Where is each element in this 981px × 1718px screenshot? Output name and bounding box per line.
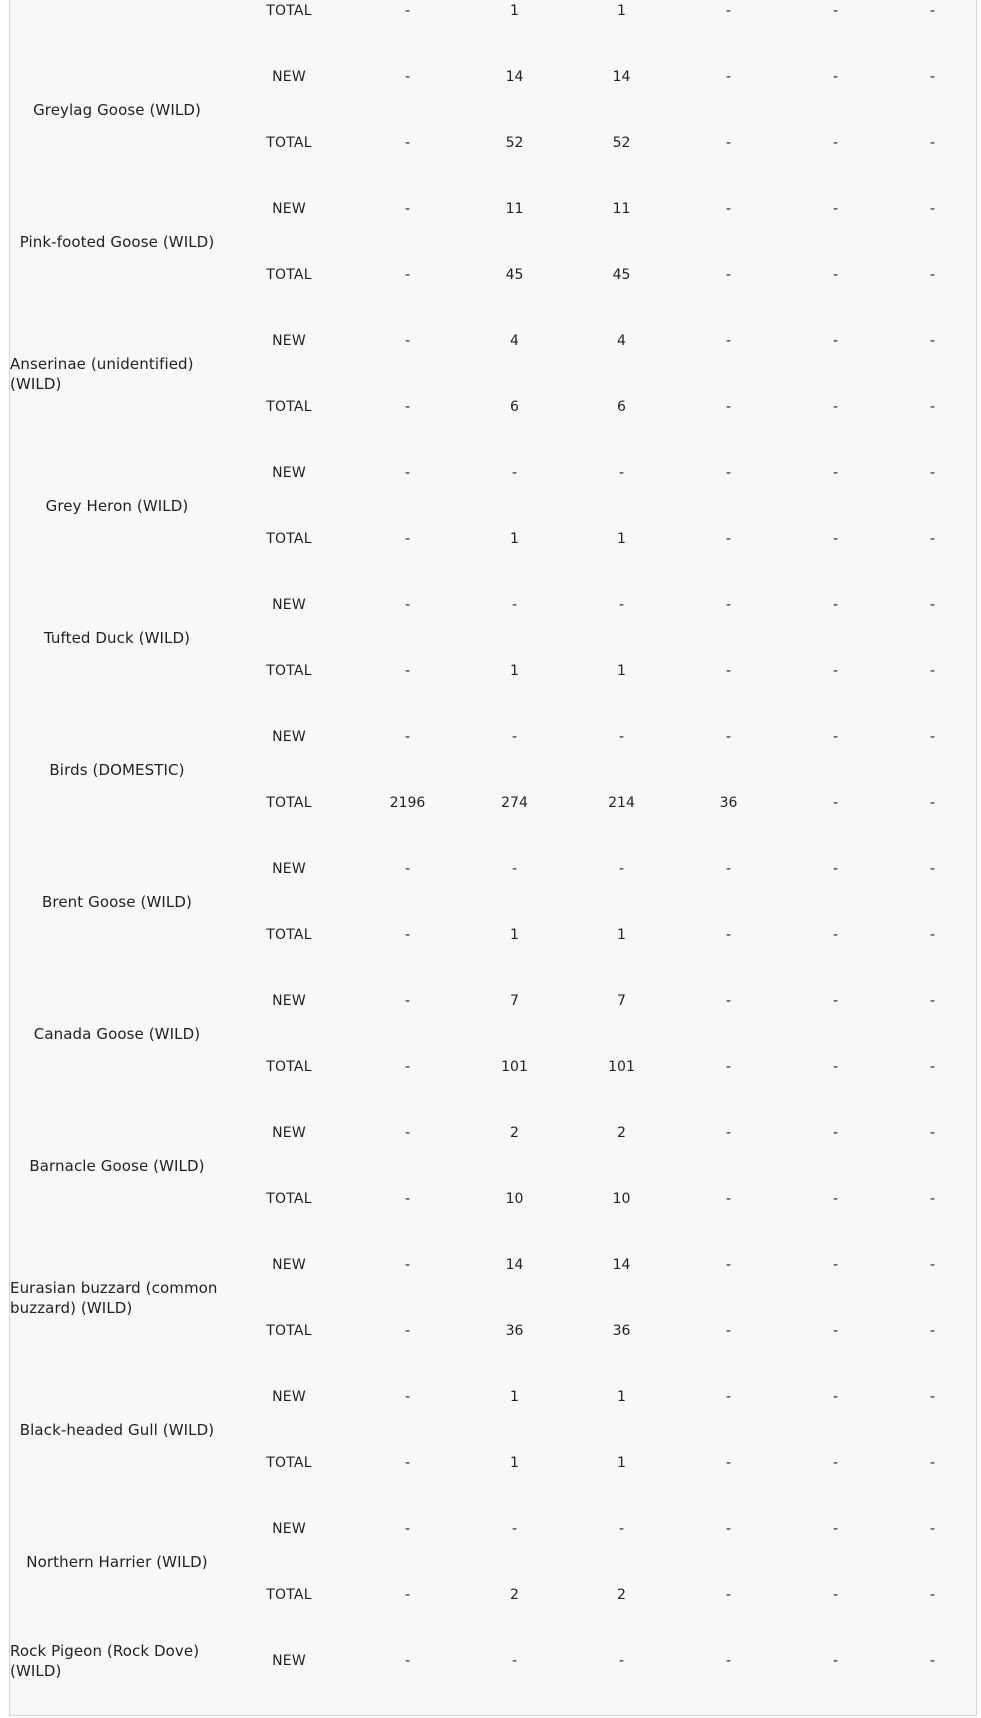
table-row: [10, 308, 976, 374]
value-cell: -: [929, 465, 936, 481]
value-cell: -: [929, 1455, 936, 1471]
value-cell: -: [832, 3, 839, 19]
value-cell: -: [929, 201, 936, 217]
value-cell: 4: [510, 333, 519, 349]
row-type-label: TOTAL: [266, 135, 312, 151]
value-cell: -: [404, 861, 411, 877]
value-cell: -: [404, 1059, 411, 1075]
value-cell: -: [511, 861, 518, 877]
value-cell: -: [404, 3, 411, 19]
value-cell: -: [725, 729, 732, 745]
value-cell: -: [929, 333, 936, 349]
value-cell: 214: [608, 795, 635, 811]
table-body: [10, 0, 976, 1694]
value-cell: 7: [510, 993, 519, 1009]
row-type-label: NEW: [272, 1125, 306, 1141]
value-cell: 1: [617, 1455, 626, 1471]
value-cell: -: [725, 3, 732, 19]
value-cell: -: [404, 1191, 411, 1207]
value-cell: -: [832, 135, 839, 151]
value-cell: -: [725, 531, 732, 547]
row-type-label: TOTAL: [266, 927, 312, 943]
value-cell: -: [832, 1125, 839, 1141]
row-type-label: TOTAL: [266, 663, 312, 679]
value-cell: -: [404, 1455, 411, 1471]
value-cell: 36: [505, 1323, 524, 1339]
value-cell: 1: [617, 531, 626, 547]
row-type-label: TOTAL: [266, 795, 312, 811]
value-cell: -: [832, 729, 839, 745]
value-cell: -: [404, 1653, 411, 1669]
value-cell: 11: [612, 201, 631, 217]
species-name: Birds (DOMESTIC): [49, 761, 185, 779]
row-type-label: NEW: [272, 201, 306, 217]
table-row: [10, 704, 976, 770]
value-cell: -: [725, 597, 732, 613]
value-cell: -: [832, 861, 839, 877]
value-cell: -: [725, 1257, 732, 1273]
species-name: Pink-footed Goose (WILD): [19, 233, 215, 251]
value-cell: -: [618, 729, 625, 745]
value-cell: -: [832, 993, 839, 1009]
species-name: Canada Goose (WILD): [33, 1025, 201, 1043]
value-cell: -: [404, 1587, 411, 1603]
value-cell: -: [929, 399, 936, 415]
row-type-label: TOTAL: [266, 3, 312, 19]
value-cell: -: [929, 69, 936, 85]
row-type-label: NEW: [272, 1389, 306, 1405]
value-cell: -: [929, 1191, 936, 1207]
row-type-label: NEW: [272, 729, 306, 745]
value-cell: 101: [501, 1059, 528, 1075]
row-type-label: TOTAL: [266, 267, 312, 283]
value-cell: -: [618, 465, 625, 481]
value-cell: 10: [505, 1191, 524, 1207]
value-cell: -: [404, 597, 411, 613]
species-name: Rock Pigeon (Rock Dove) (WILD): [10, 1642, 200, 1680]
row-type-label: TOTAL: [266, 1059, 312, 1075]
row-type-label: TOTAL: [266, 1455, 312, 1471]
value-cell: -: [404, 663, 411, 679]
value-cell: -: [832, 1587, 839, 1603]
value-cell: -: [929, 1257, 936, 1273]
value-cell: -: [725, 333, 732, 349]
value-cell: 1: [617, 1389, 626, 1405]
value-cell: -: [511, 729, 518, 745]
value-cell: 14: [505, 1257, 524, 1273]
value-cell: -: [832, 1455, 839, 1471]
value-cell: 2: [510, 1125, 519, 1141]
value-cell: 2: [617, 1587, 626, 1603]
value-cell: -: [404, 1389, 411, 1405]
value-cell: -: [929, 663, 936, 679]
value-cell: -: [404, 531, 411, 547]
value-cell: -: [725, 135, 732, 151]
value-cell: 14: [612, 69, 631, 85]
row-type-label: TOTAL: [266, 399, 312, 415]
value-cell: 14: [612, 1257, 631, 1273]
value-cell: -: [511, 1653, 518, 1669]
value-cell: -: [725, 1521, 732, 1537]
value-cell: -: [832, 267, 839, 283]
row-type-label: NEW: [272, 69, 306, 85]
value-cell: -: [832, 663, 839, 679]
value-cell: -: [725, 927, 732, 943]
row-type-label: NEW: [272, 597, 306, 613]
value-cell: -: [832, 1389, 839, 1405]
value-cell: -: [832, 1521, 839, 1537]
value-cell: 2: [617, 1125, 626, 1141]
value-cell: -: [725, 861, 732, 877]
value-cell: -: [404, 399, 411, 415]
value-cell: -: [929, 1521, 936, 1537]
value-cell: 45: [612, 267, 631, 283]
value-cell: -: [404, 267, 411, 283]
value-cell: -: [511, 597, 518, 613]
value-cell: -: [725, 267, 732, 283]
value-cell: 1: [510, 1455, 519, 1471]
value-cell: -: [725, 1455, 732, 1471]
species-name: Grey Heron (WILD): [45, 497, 189, 515]
value-cell: -: [929, 861, 936, 877]
species-name: Barnacle Goose (WILD): [29, 1157, 205, 1175]
value-cell: -: [832, 399, 839, 415]
value-cell: -: [404, 1521, 411, 1537]
value-cell: -: [832, 465, 839, 481]
value-cell: 1: [510, 927, 519, 943]
value-cell: 1: [510, 1389, 519, 1405]
value-cell: -: [725, 201, 732, 217]
value-cell: -: [832, 597, 839, 613]
value-cell: -: [832, 333, 839, 349]
value-cell: -: [929, 1059, 936, 1075]
species-name: Black-headed Gull (WILD): [19, 1421, 215, 1439]
species-name: Anserinae (unidentified) (WILD): [10, 355, 194, 393]
value-cell: -: [511, 465, 518, 481]
species-name-clipped: [10, 0, 224, 44]
value-cell: -: [404, 993, 411, 1009]
species-name: Eurasian buzzard (common buzzard) (WILD): [10, 1279, 218, 1317]
value-cell: -: [404, 1257, 411, 1273]
value-cell: 45: [505, 267, 524, 283]
value-cell: -: [618, 1521, 625, 1537]
value-cell: -: [404, 927, 411, 943]
value-cell: 1: [510, 531, 519, 547]
value-cell: -: [832, 927, 839, 943]
value-cell: -: [725, 1125, 732, 1141]
row-type-label: NEW: [272, 861, 306, 877]
value-cell: 52: [505, 135, 524, 151]
value-cell: -: [832, 69, 839, 85]
value-cell: -: [929, 927, 936, 943]
value-cell: -: [725, 69, 732, 85]
value-cell: -: [929, 135, 936, 151]
value-cell: -: [404, 135, 411, 151]
table-row: [10, 176, 976, 242]
value-cell: -: [929, 1653, 936, 1669]
value-cell: -: [725, 1587, 732, 1603]
table-row: [10, 968, 976, 1034]
value-cell: -: [929, 597, 936, 613]
row-type-label: TOTAL: [266, 1323, 312, 1339]
table-row: [10, 1100, 976, 1166]
value-cell: 1: [510, 663, 519, 679]
species-name: Northern Harrier (WILD): [26, 1553, 208, 1571]
value-cell: -: [929, 267, 936, 283]
value-cell: 274: [501, 795, 528, 811]
value-cell: -: [404, 465, 411, 481]
value-cell: 1: [617, 927, 626, 943]
value-cell: -: [832, 201, 839, 217]
species-name: Brent Goose (WILD): [42, 893, 192, 911]
species-name: Greylag Goose (WILD): [33, 101, 201, 119]
value-cell: -: [725, 1059, 732, 1075]
value-cell: -: [929, 795, 936, 811]
row-type-label: NEW: [272, 333, 306, 349]
value-cell: -: [725, 1389, 732, 1405]
value-cell: -: [832, 531, 839, 547]
value-cell: -: [929, 1323, 936, 1339]
value-cell: 6: [617, 399, 626, 415]
table-row: [10, 0, 976, 44]
value-cell: 4: [617, 333, 626, 349]
row-type-label: NEW: [272, 1653, 306, 1669]
value-cell: -: [929, 1125, 936, 1141]
value-cell: 14: [505, 69, 524, 85]
row-type-label: TOTAL: [266, 1191, 312, 1207]
table-row: [10, 1232, 976, 1298]
value-cell: -: [929, 729, 936, 745]
table-row: [10, 836, 976, 902]
value-cell: -: [725, 1323, 732, 1339]
value-cell: -: [929, 531, 936, 547]
value-cell: 11: [505, 201, 524, 217]
row-type-label: NEW: [272, 993, 306, 1009]
value-cell: 1: [510, 3, 519, 19]
value-cell: -: [832, 1257, 839, 1273]
value-cell: -: [832, 1191, 839, 1207]
value-cell: 101: [608, 1059, 635, 1075]
value-cell: -: [404, 69, 411, 85]
species-name: Tufted Duck (WILD): [43, 629, 191, 647]
value-cell: 1: [617, 3, 626, 19]
table-row: [10, 1496, 976, 1562]
value-cell: -: [725, 465, 732, 481]
row-type-label: NEW: [272, 1521, 306, 1537]
value-cell: -: [404, 333, 411, 349]
value-cell: 36: [612, 1323, 631, 1339]
value-cell: -: [725, 993, 732, 1009]
value-cell: -: [832, 1653, 839, 1669]
value-cell: -: [725, 399, 732, 415]
value-cell: 1: [617, 663, 626, 679]
value-cell: -: [404, 1323, 411, 1339]
value-cell: 2: [510, 1587, 519, 1603]
value-cell: -: [511, 1521, 518, 1537]
value-cell: -: [725, 1191, 732, 1207]
value-cell: -: [929, 1587, 936, 1603]
value-cell: -: [929, 993, 936, 1009]
table-row: [10, 440, 976, 506]
value-cell: -: [404, 201, 411, 217]
table-row: [10, 1628, 976, 1694]
value-cell: 10: [612, 1191, 631, 1207]
value-cell: 7: [617, 993, 626, 1009]
value-cell: -: [725, 1653, 732, 1669]
table-row: [10, 1364, 976, 1430]
row-type-label: NEW: [272, 465, 306, 481]
value-cell: -: [929, 3, 936, 19]
table-row: [10, 44, 976, 110]
value-cell: -: [404, 729, 411, 745]
value-cell: 52: [612, 135, 631, 151]
value-cell: 6: [510, 399, 519, 415]
value-cell: -: [832, 1323, 839, 1339]
value-cell: -: [618, 1653, 625, 1669]
value-cell: -: [725, 663, 732, 679]
row-type-label: NEW: [272, 1257, 306, 1273]
row-type-label: TOTAL: [266, 1587, 312, 1603]
row-type-label: TOTAL: [266, 531, 312, 547]
value-cell: -: [404, 1125, 411, 1141]
outbreak-summary-table: [10, 0, 976, 1694]
value-cell: -: [618, 597, 625, 613]
value-cell: -: [832, 795, 839, 811]
value-cell: -: [618, 861, 625, 877]
value-cell: 2196: [389, 795, 426, 811]
value-cell: -: [929, 1389, 936, 1405]
value-cell: -: [832, 1059, 839, 1075]
table-row: [10, 572, 976, 638]
value-cell: 36: [719, 795, 738, 811]
